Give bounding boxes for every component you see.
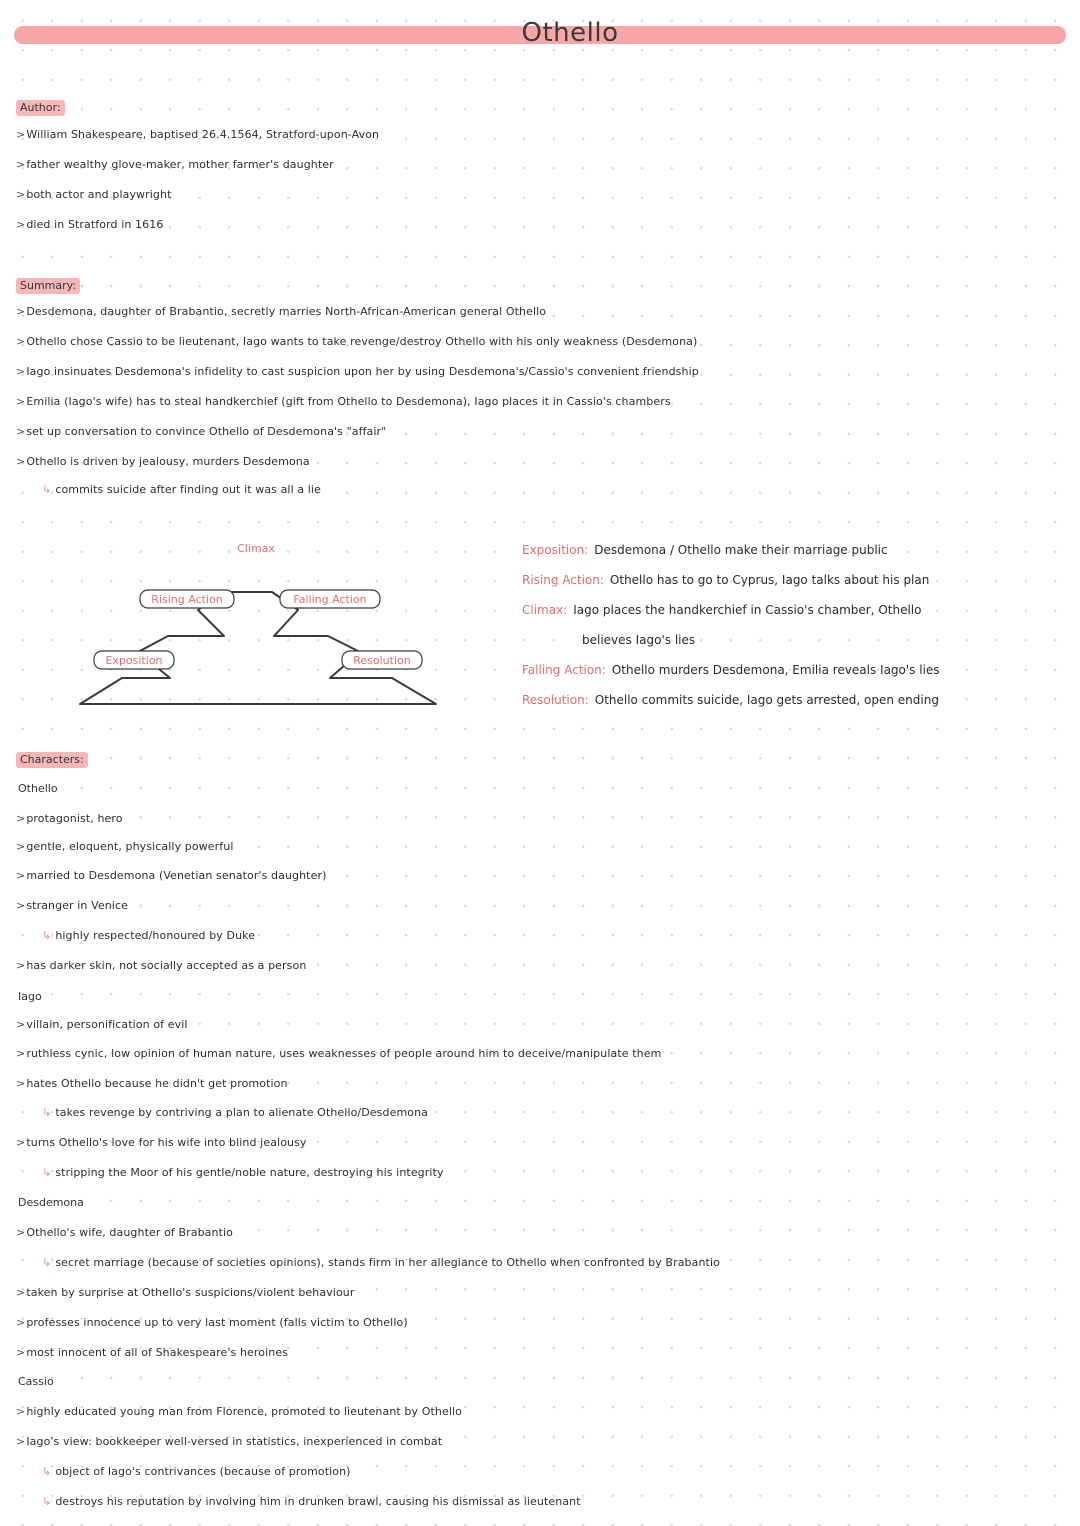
legend-item: Exposition: Desdemona / Othello make their marriage public (522, 543, 888, 557)
author-line: > William Shakespeare, baptised 26.4.1564, Stratford-upon-Avon (16, 128, 379, 141)
iago-line: > turns Othello's love for his wife into blind jealousy (16, 1136, 307, 1149)
resolution-label: Resolution (353, 654, 411, 667)
iago-line: > villain, personification of evil (16, 1018, 188, 1031)
falling-action-label: Falling Action (293, 593, 367, 606)
author-line: > both actor and playwright (16, 188, 172, 201)
legend-item: Falling Action: Othello murders Desdemona, Emilia reveals Iago's lies (522, 663, 940, 677)
summary-line: > Emilia (Iago's wife) has to steal handkerchief (gift from Othello to Desdemona), Iago places it in Cassio's chambers (16, 395, 671, 408)
author-line: > died in Stratford in 1616 (16, 218, 163, 231)
iago-subline: ↳ takes revenge by contriving a plan to alienate Othello/Desdemona (42, 1106, 428, 1119)
iago-subline: ↳ stripping the Moor of his gentle/noble nature, destroying his integrity (42, 1166, 444, 1179)
character-name-desdemona: Desdemona (18, 1196, 84, 1209)
summary-line: > set up conversation to convince Othello of Desdemona's "affair" (16, 425, 386, 438)
othello-line: > stranger in Venice (16, 899, 128, 912)
legend-item: Rising Action: Othello has to go to Cyprus, Iago talks about his plan (522, 573, 930, 587)
summary-label: Summary: (16, 278, 80, 294)
character-name-iago: Iago (18, 990, 42, 1003)
summary-line: > Desdemona, daughter of Brabantio, secretly marries North-African-American general Othello (16, 305, 546, 318)
othello-subline: ↳ highly respected/honoured by Duke (42, 929, 255, 942)
rising-action-label: Rising Action (151, 593, 223, 606)
legend-item: believes Iago's lies (582, 633, 696, 647)
character-name-othello: Othello (18, 782, 58, 795)
plot-outline (80, 592, 436, 704)
summary-line: > Othello is driven by jealousy, murders Desdemona (16, 455, 310, 468)
cassio-line: > Iago's view: bookkeeper well-versed in statistics, inexperienced in combat (16, 1435, 442, 1448)
author-line: > father wealthy glove-maker, mother farmer's daughter (16, 158, 334, 171)
desdemona-line: > most innocent of all of Shakespeare's heroines (16, 1346, 288, 1359)
desdemona-line: > taken by surprise at Othello's suspicions/violent behaviour (16, 1286, 355, 1299)
desdemona-line: > Othello's wife, daughter of Brabantio (16, 1226, 233, 1239)
othello-line: > gentle, eloquent, physically powerful (16, 840, 234, 853)
legend-item: Resolution: Othello commits suicide, Iago gets arrested, open ending (522, 693, 939, 707)
desdemona-subline: ↳ secret marriage (because of societies opinions), stands firm in her allegiance to Othello when confronted by Brabantio (42, 1256, 720, 1269)
cassio-subline: ↳ object of Iago's contrivances (because of promotion) (42, 1465, 351, 1478)
othello-line: > has darker skin, not socially accepted as a person (16, 959, 306, 972)
exposition-label: Exposition (105, 654, 163, 667)
iago-line: > ruthless cynic, low opinion of human nature, uses weaknesses of people around him to deceive/manipulate them (16, 1047, 661, 1060)
cassio-subline: ↳ destroys his reputation by involving him in drunken brawl, causing his dismissal as lieutenant (42, 1495, 581, 1508)
cassio-line: > highly educated young man from Florence, promoted to lieutenant by Othello (16, 1405, 462, 1418)
legend-item: Climax: Iago places the handkerchief in Cassio's chamber, Othello (522, 603, 922, 617)
desdemona-line: > professes innocence up to very last moment (falls victim to Othello) (16, 1316, 408, 1329)
characters-label: Characters: (16, 752, 88, 768)
author-label: Author: (16, 100, 65, 116)
othello-line: > protagonist, hero (16, 812, 123, 825)
climax-label: Climax (237, 542, 275, 555)
page-title: Othello (521, 18, 619, 48)
summary-subline: ↳ commits suicide after finding out it was all a lie (42, 483, 321, 496)
othello-line: > married to Desdemona (Venetian senator's daughter) (16, 869, 326, 882)
summary-line: > Othello chose Cassio to be lieutenant, Iago wants to take revenge/destroy Othello with his only weakness (Desdemona) (16, 335, 697, 348)
plot-structure-diagram (74, 538, 444, 710)
summary-line: > Iago insinuates Desdemona's infidelity to cast suspicion upon her by using Desdemona's/Cassio's convenient friendship (16, 365, 699, 378)
iago-line: > hates Othello because he didn't get promotion (16, 1077, 288, 1090)
character-name-cassio: Cassio (18, 1375, 54, 1388)
